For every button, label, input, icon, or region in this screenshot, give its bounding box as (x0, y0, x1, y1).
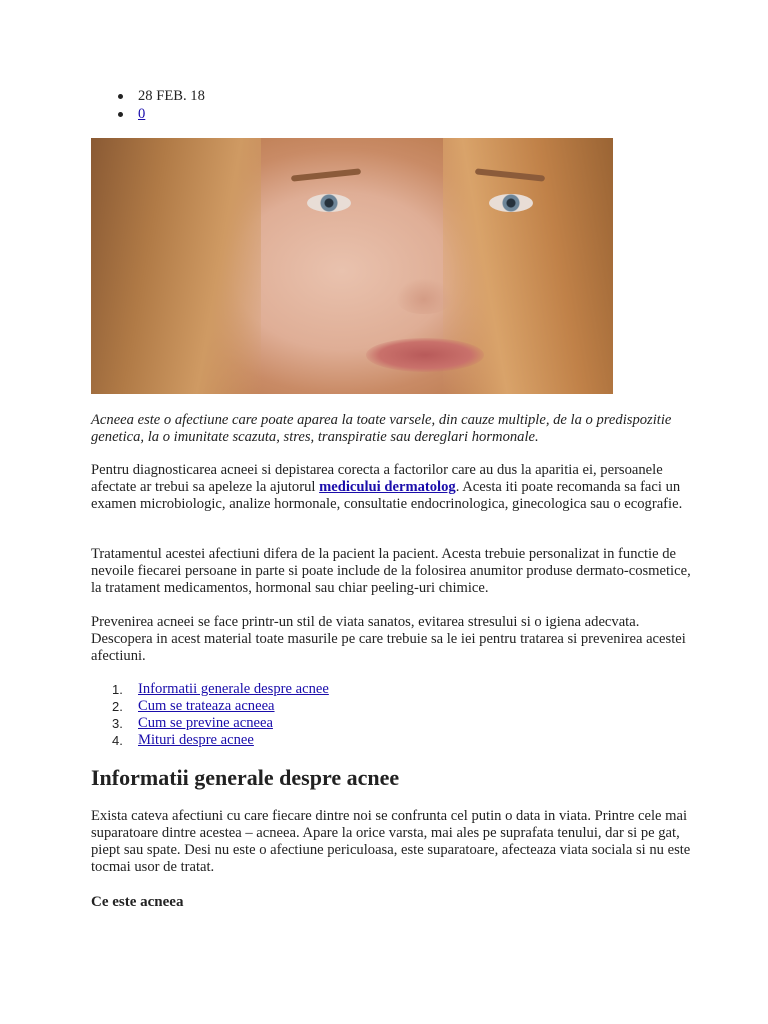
toc-item (112, 715, 329, 732)
paragraph-diagnosis-text-2: . Acesta iti poate recomanda sa faci un examen microbiologic, analize hormonale, consultatie endocrinologica, ginecologica sau o ecografie. (91, 479, 683, 512)
paragraph-prevention: Prevenirea acneei se face printr-un stil de viata sanatos, evitarea stresului si o igiena adecvata. Descopera in acest material toate masurile pe care trebuie sa le iei pentru tratarea si prevenirea acestei afectiuni. (91, 614, 686, 664)
toc-link-cum-se-trateaza[interactable]: Cum se trateaza acneea (138, 698, 275, 714)
eye-left (307, 194, 351, 212)
section-heading: Informatii generale despre acnee (91, 765, 400, 790)
comments-item (138, 105, 205, 123)
paragraph-diagnosis (91, 462, 691, 513)
section-body: Exista cateva afectiuni cu care fiecare dintre noi se confrunta cel putin o data in viata. Printre cele mai suparatoare dintre acestea – acneea. Apare la orice varsta, mai ales pe suprafata tenului, dar si pe gat, piept sau spate. Desi nu este o afectiune periculoasa, este suparatoare, afecteaza viata sociala si nu este tocmai usor de tratat. (91, 808, 691, 875)
hero-image (91, 138, 613, 394)
paragraph-treatment: Tratamentul acestei afectiuni difera de la pacient la pacient. Acesta trebuie personalizat in functie de nevoile fiecarei persoane in parte si poate include de la folosirea anumitor produse dermato-cosmetice, la tratament medicamentos, hormonal sau chiar peeling-uri chimice. (91, 546, 691, 596)
toc-link-cum-se-previne[interactable]: Cum se previne acneea (138, 715, 273, 731)
eyebrow-left (291, 168, 361, 181)
toc-number: 2. (112, 699, 123, 714)
nose (396, 278, 452, 314)
hair-left (91, 138, 261, 394)
comments-count-link[interactable]: 0 (138, 106, 146, 122)
toc-item (112, 681, 329, 698)
toc-number: 1. (112, 682, 123, 697)
lips (366, 338, 484, 372)
table-of-contents (112, 681, 329, 749)
toc-number: 4. (112, 733, 123, 748)
toc-item (112, 698, 329, 715)
post-date: 28 FEB. 18 (138, 88, 205, 104)
eye-right (489, 194, 533, 212)
post-meta-list (138, 87, 205, 123)
subsection-heading: Ce este acneea (91, 894, 184, 910)
toc-item (112, 732, 329, 749)
paragraph-diagnosis-text-1: Pentru diagnosticarea acneei si depistarea corecta a factorilor care au dus la aparitia ei, persoanele afectate ar trebui sa apeleze la ajutorul (91, 462, 663, 495)
image-caption: Acneea este o afectiune care poate aparea la toate varsele, din cauze multiple, de la o predispozitie genetica, la o imunitate scazuta, stres, transpiratie sau dereglari hormonale. (91, 412, 672, 445)
toc-link-informatii-generale[interactable]: Informatii generale despre acnee (138, 681, 329, 697)
toc-number: 3. (112, 716, 123, 731)
dermatologist-link[interactable]: medicului dermatolog (319, 479, 456, 495)
toc-link-mituri[interactable]: Mituri despre acnee (138, 732, 254, 748)
